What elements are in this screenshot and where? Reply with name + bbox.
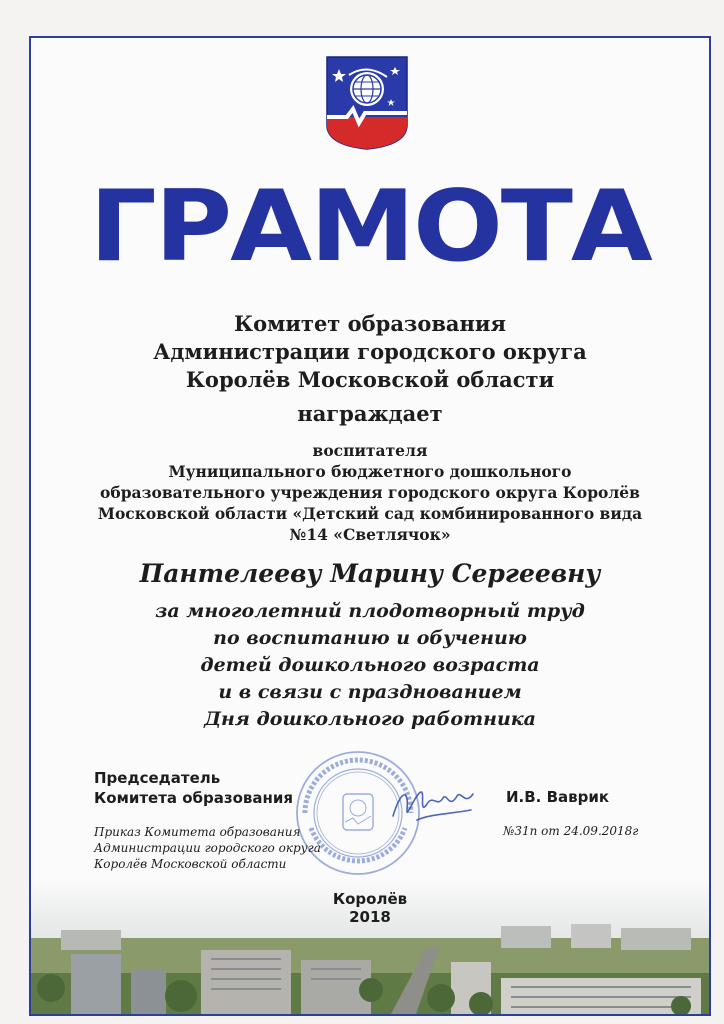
signer-name: И.В. Ваврик xyxy=(506,788,610,806)
order-reference xyxy=(94,824,321,872)
recipient-line: Московской области «Детский сад комбинированного вида xyxy=(97,504,643,523)
reason-line: за многолетний плодотворный труд xyxy=(155,600,585,622)
order-number: №31п от 24.09.2018г xyxy=(503,824,639,838)
recipient-line: образовательного учреждения городского округа Королёв xyxy=(100,483,640,502)
certificate-title: ГРАМОТА xyxy=(89,170,651,284)
certificate-sheet xyxy=(29,36,711,1016)
order-line: Приказ Комитета образования xyxy=(94,825,301,839)
city-and-year xyxy=(31,890,709,926)
awards-word: награждает xyxy=(297,401,443,426)
reason-line: и в связи с празднованием xyxy=(218,681,522,703)
reason-line: по воспитанию и обучению xyxy=(213,627,527,649)
order-line: Администрации городского округа xyxy=(94,841,321,855)
handwritten-signature xyxy=(387,780,487,828)
recipient-line: Муниципального бюджетного дошкольного xyxy=(168,462,572,481)
reason-line: Дня дошкольного работника xyxy=(204,708,536,730)
committee-line: Королёв Московской области xyxy=(185,367,555,392)
recipient-block xyxy=(31,440,709,545)
committee-line: Комитет образования xyxy=(234,311,506,336)
coat-of-arms-icon xyxy=(325,55,409,151)
city-name: Королёв xyxy=(332,890,408,908)
recipient-line: воспитателя xyxy=(312,441,428,460)
recipient-line: №14 «Светлячок» xyxy=(289,525,451,544)
committee-block xyxy=(31,310,709,394)
reason-block xyxy=(31,598,709,733)
chair-line: Председатель xyxy=(94,769,221,787)
order-line: Королёв Московской области xyxy=(94,857,287,871)
year: 2018 xyxy=(349,908,391,926)
committee-line: Администрации городского округа xyxy=(153,339,587,364)
chair-line: Комитета образования xyxy=(94,789,294,807)
reason-line: детей дошкольного возраста xyxy=(200,654,540,676)
chair-title xyxy=(94,768,293,808)
recipient-name: Пантелееву Марину Сергеевну xyxy=(139,559,601,588)
